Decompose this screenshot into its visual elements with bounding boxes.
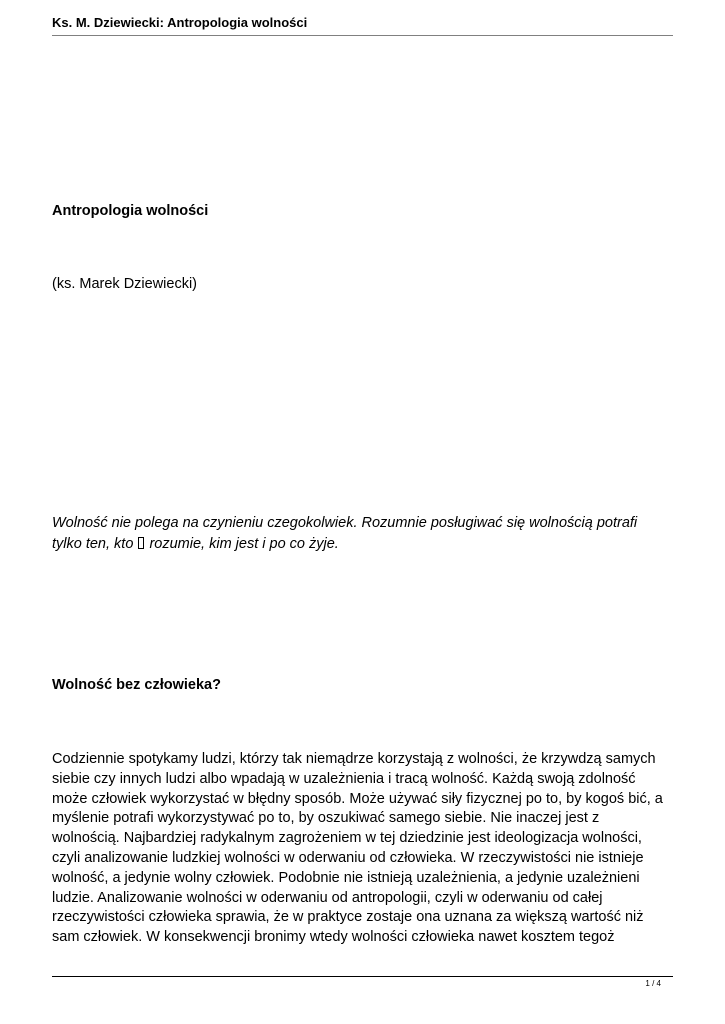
document-title: Antropologia wolności (52, 203, 209, 219)
epigraph (52, 513, 677, 555)
paragraph-line: rzeczywistości człowieka sprawia, że w praktyce zostaje ona uznana za większą wartość niż (52, 909, 644, 926)
paragraph-line: siebie czy innych ludzi albo wpadają w uzależnienia i tracą wolność. Każdą swoją zdolność (52, 770, 636, 787)
epigraph-line: Wolność nie polega na czynieniu czegokolwiek. Rozumnie posługiwać się wolnością potrafi (52, 515, 638, 531)
paragraph-line: może człowiek wykorzystać w błędny sposób. Może używać siły fizycznej po to, by kogoś bić, a (52, 790, 663, 807)
running-header-title: Ks. M. Dziewiecki: Antropologia wolności (52, 15, 308, 30)
footer-divider (52, 976, 673, 977)
paragraph-line: sam człowiek. W konsekwencji bronimy wtedy wolności człowieka nawet kosztem tegoż (52, 929, 615, 946)
document-author: (ks. Marek Dziewiecki) (52, 276, 198, 292)
section-heading: Wolność bez człowieka? (52, 677, 221, 693)
paragraph-line: Codziennie spotykamy ludzi, którzy tak niemądrze korzystają z wolności, że krzywdzą samych (52, 751, 656, 767)
epigraph-text: tylko ten, kto (52, 536, 134, 552)
body-paragraph (52, 750, 677, 948)
paragraph-line: wolność, a jedynie wolny człowiek. Podobnie nie istnieją uzależnienia, a jedynie uzależnieni (52, 869, 640, 886)
paragraph-line: myślenie potrafi wykorzystywać po to, by oszukiwać samego siebie. Nie inaczej jest z (52, 810, 600, 827)
page-number: 1 / 4 (645, 979, 661, 988)
paragraph-line: wolnością. Najbardziej radykalnym zagrożeniem w tej dziedzinie jest ideologizacja wolności, (52, 830, 642, 847)
paragraph-line: ludzie. Analizowanie wolności w oderwaniu od antropologii, czyli w oderwaniu od całej (52, 889, 603, 906)
paragraph-line: czyli analizowanie ludzkiej wolności w oderwaniu od człowieka. W rzeczywistości nie istnieje (52, 849, 644, 866)
epigraph-text: rozumie, kim jest i po co żyje. (145, 536, 339, 552)
epigraph-line (52, 534, 677, 555)
header-divider (52, 35, 673, 36)
missing-glyph-icon (138, 537, 144, 549)
